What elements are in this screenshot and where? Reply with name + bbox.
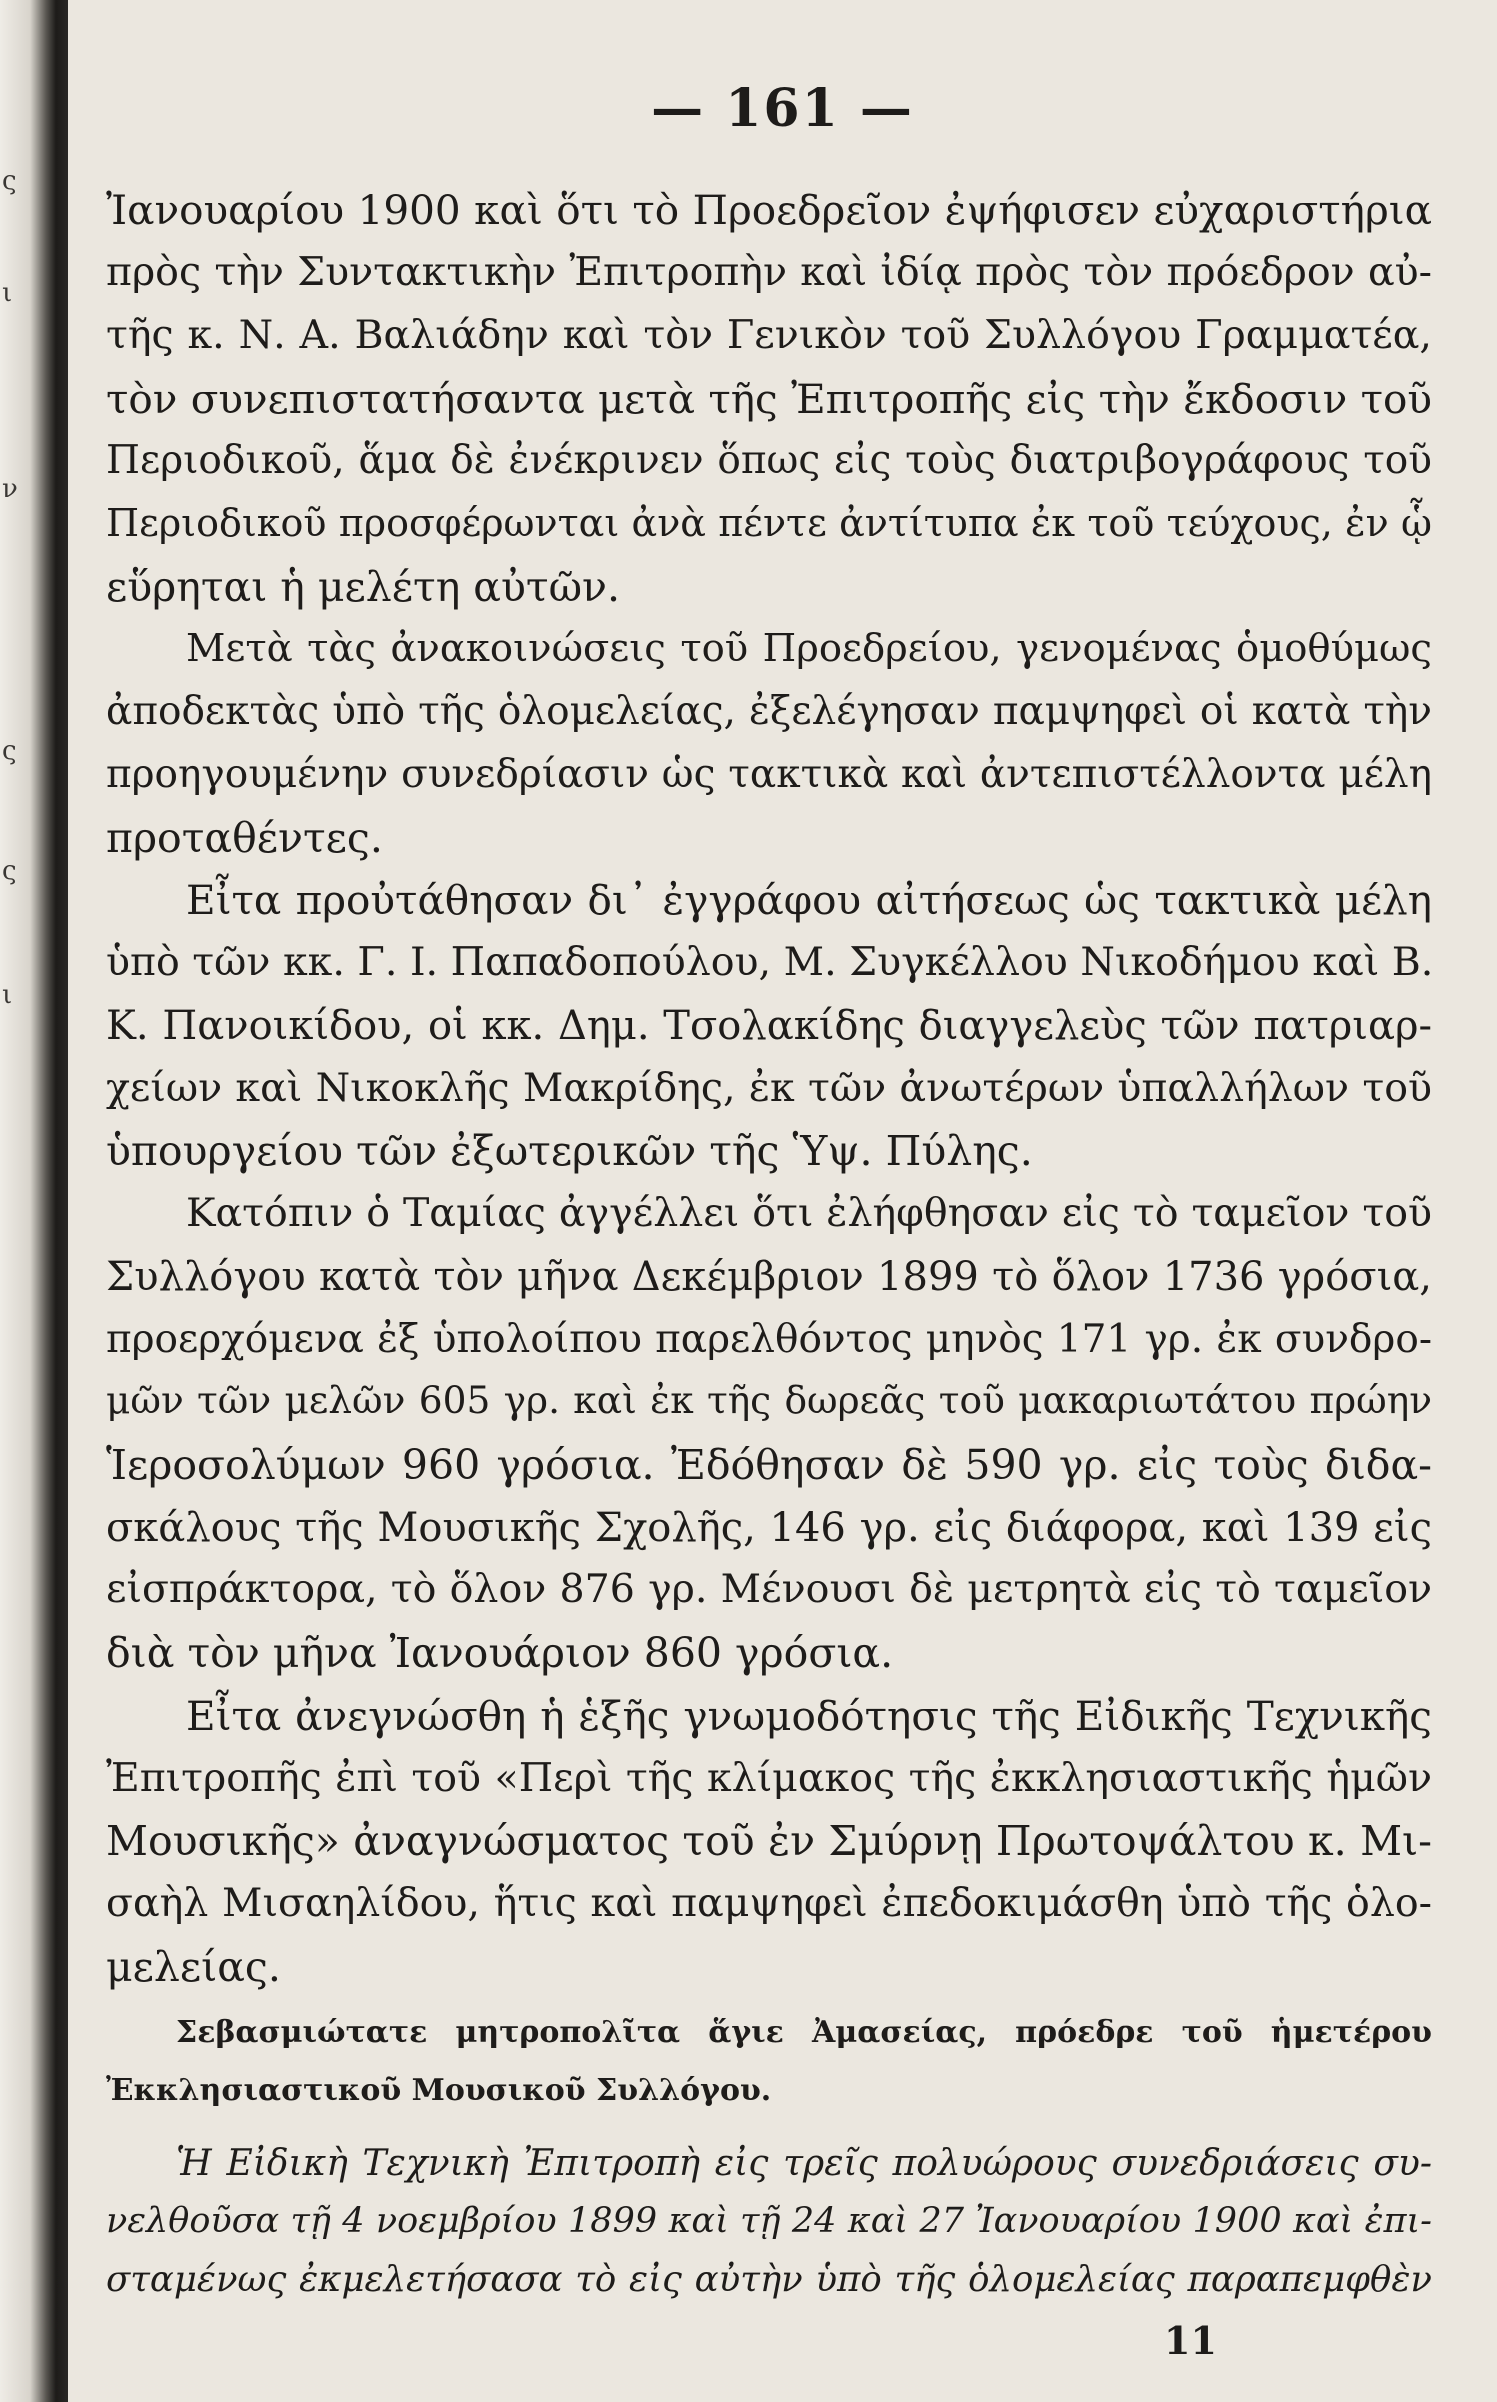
text-line: ἀποδεκτὰς ὑπὸ τῆς ὁλομελείας, ἐξελέγησαν παμψηφεὶ οἱ κατὰ τὴν xyxy=(106,689,1432,734)
text-line: Κ. Πανοικίδου, οἱ κκ. Δημ. Τσολακίδης διαγγελεὺς τῶν πατριαρ- xyxy=(106,1003,1432,1049)
margin-fragment: ς xyxy=(2,856,17,886)
text-line: Ἐπιτροπῆς ἐπὶ τοῦ «Περὶ τῆς κλίμακος τῆς ἐκκλησιαστικῆς ἡμῶν xyxy=(106,1755,1432,1801)
adjacent-page-fragments xyxy=(0,0,30,2402)
letter-body-line: σταμένως ἐκμελετήσασα τὸ εἰς αὐτὴν ὑπὸ τῆς ὁλομελείας παραπεμφθὲν xyxy=(106,2259,1432,2300)
printer-signature-mark: 11 xyxy=(1164,2318,1217,2363)
text-line: προταθέντες. xyxy=(106,814,383,862)
text-line: Εἶτα ἀνεγνώσθη ἡ ἑξῆς γνωμοδότησις τῆς Εἰδικῆς Τεχνικῆς xyxy=(186,1692,1432,1740)
text-line: προερχόμενα ἐξ ὑπολοίπου παρελθόντος μηνὸς 171 γρ. ἐκ συνδρο- xyxy=(106,1317,1432,1362)
margin-fragment: ν xyxy=(2,474,18,504)
margin-fragment: ς xyxy=(2,736,17,766)
text-line: Ἰανουαρίου 1900 καὶ ὅτι τὸ Προεδρεῖον ἐψήφισεν εὐχαριστήρια xyxy=(106,186,1432,234)
margin-fragment: ι xyxy=(2,278,13,308)
text-line: χείων καὶ Νικοκλῆς Μακρίδης, ἐκ τῶν ἀνωτέρων ὑπαλλήλων τοῦ xyxy=(106,1065,1432,1111)
book-page xyxy=(68,0,1497,2402)
text-line: Συλλόγου κατὰ τὸν μῆνα Δεκέμβριον 1899 τὸ ὅλον 1736 γρόσια, xyxy=(106,1254,1432,1300)
text-line: προηγουμένην συνεδρίασιν ὡς τακτικὰ καὶ ἀντεπιστέλλοντα μέλη xyxy=(106,752,1432,797)
page-number: — 161 — xyxy=(651,78,914,139)
text-line: Μετὰ τὰς ἀνακοινώσεις τοῦ Προεδρείου, γενομένας ὁμοθύμως xyxy=(186,626,1432,671)
text-line: σκάλους τῆς Μουσικῆς Σχολῆς, 146 γρ. εἰς διάφορα, καὶ 139 εἰς xyxy=(106,1505,1432,1551)
text-line: τὸν συνεπιστατήσαντα μετὰ τῆς Ἐπιτροπῆς εἰς τὴν ἔκδοσιν τοῦ xyxy=(106,375,1432,423)
margin-fragment: ς xyxy=(2,166,17,196)
text-line: Κατόπιν ὁ Ταμίας ἀγγέλλει ὅτι ἐλήφθησαν εἰς τὸ ταμεῖον τοῦ xyxy=(186,1190,1432,1236)
text-line: μῶν τῶν μελῶν 605 γρ. καὶ ἐκ τῆς δωρεᾶς τοῦ μακαριωτάτου πρώην xyxy=(106,1378,1432,1422)
text-line: τῆς κ. Ν. Α. Βαλιάδην καὶ τὸν Γενικὸν τοῦ Συλλόγου Γραμματέα, xyxy=(106,312,1432,358)
letter-salutation: Σεβασμιώτατε μητροπολῖτα ἅγιε Ἀμασείας, πρόεδρε τοῦ ἡμετέρου xyxy=(176,2015,1432,2050)
text-line: σαὴλ Μισαηλίδου, ἥτις καὶ παμψηφεὶ ἐπεδοκιμάσθη ὑπὸ τῆς ὁλο- xyxy=(106,1880,1432,1926)
letter-salutation: Ἐκκλησιαστικοῦ Μουσικοῦ Συλλόγου. xyxy=(106,2073,772,2108)
text-line: εἰσπράκτορα, τὸ ὅλον 876 γρ. Μένουσι δὲ μετρητὰ εἰς τὸ ταμεῖον xyxy=(106,1566,1432,1612)
text-line: Περιοδικοῦ προσφέρωνται ἀνὰ πέντε ἀντίτυπα ἐκ τοῦ τεύχους, ἐν ᾧ xyxy=(106,501,1432,545)
text-line: εὕρηται ἡ μελέτη αὐτῶν. xyxy=(106,563,620,611)
letter-body-line: Ἡ Εἰδικὴ Τεχνικὴ Ἐπιτροπὴ εἰς τρεῖς πολυώρους συνεδριάσεις συ- xyxy=(176,2143,1432,2184)
text-line: διὰ τὸν μῆνα Ἰανουάριον 860 γρόσια. xyxy=(106,1629,894,1677)
margin-fragment: ι xyxy=(2,980,13,1010)
text-line: ὑπὸ τῶν κκ. Γ. Ι. Παπαδοπούλου, Μ. Συγκέλλου Νικοδήμου καὶ Β. xyxy=(106,939,1434,985)
text-line: ὑπουργείου τῶν ἐξωτερικῶν τῆς Ὑψ. Πύλης. xyxy=(106,1127,1033,1175)
text-line: Μουσικῆς» ἀναγνώσματος τοῦ ἐν Σμύρνῃ Πρωτοψάλτου κ. Μι- xyxy=(106,1817,1432,1865)
text-line: μελείας. xyxy=(106,1943,281,1991)
text-line: Ἱεροσολύμων 960 γρόσια. Ἐδόθησαν δὲ 590 γρ. εἰς τοὺς διδα- xyxy=(106,1441,1432,1489)
text-line: Περιοδικοῦ, ἅμα δὲ ἐνέκρινεν ὅπως εἰς τοὺς διατριβογράφους τοῦ xyxy=(106,438,1432,483)
letter-body-line: νελθοῦσα τῇ 4 νοεμβρίου 1899 καὶ τῇ 24 καὶ 27 Ἰανουαρίου 1900 καὶ ἐπι- xyxy=(106,2201,1432,2241)
text-line: Εἶτα προὐτάθησαν δι᾽ ἐγγράφου αἰτήσεως ὡς τακτικὰ μέλη xyxy=(186,876,1432,924)
text-line: πρὸς τὴν Συντακτικὴν Ἐπιτροπὴν καὶ ἰδίᾳ πρὸς τὸν πρόεδρον αὐ- xyxy=(106,249,1432,295)
